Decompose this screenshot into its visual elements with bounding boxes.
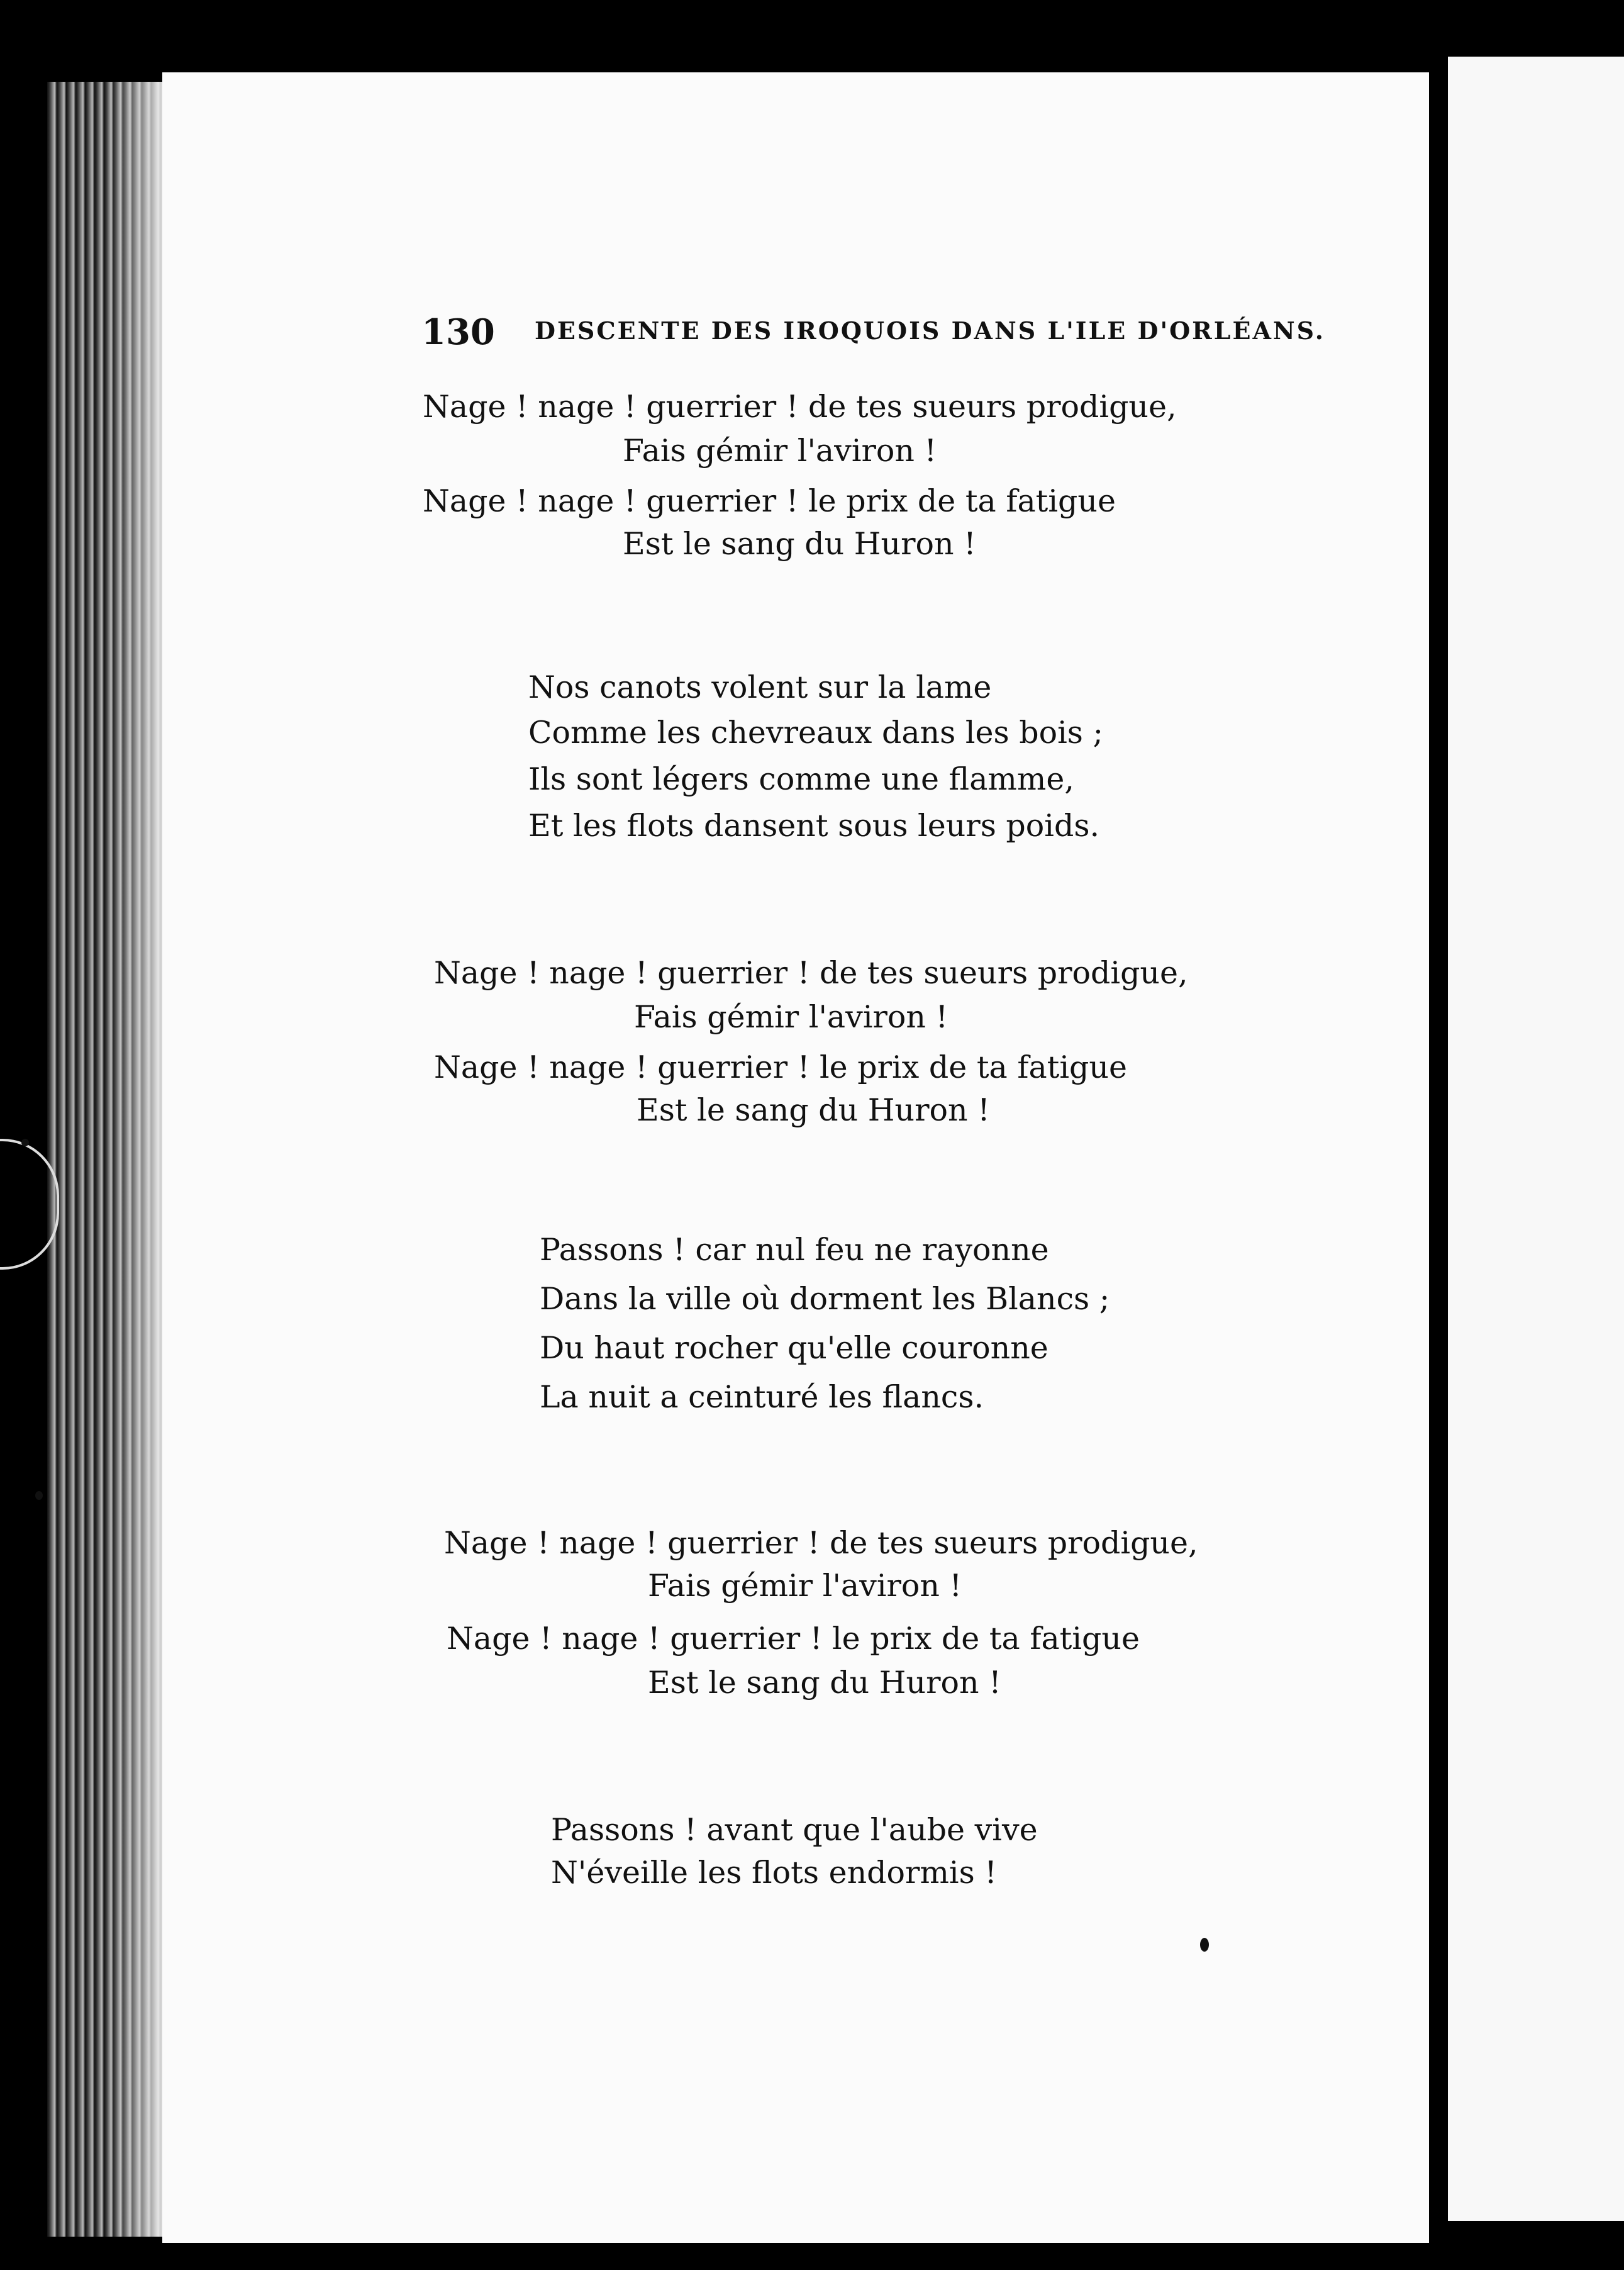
- verse-line: Nos canots volent sur la lame: [528, 669, 992, 705]
- scan-speck: [1200, 1938, 1209, 1952]
- running-title: DESCENTE DES IROQUOIS DANS L'ILE D'ORLÉANS.: [535, 316, 1325, 345]
- facing-page: [1448, 57, 1624, 2221]
- verse-line: Passons ! car nul feu ne rayonne: [540, 1232, 1049, 1268]
- scan-speck: [35, 1491, 43, 1500]
- verse-line: Fais gémir l'aviron !: [634, 999, 948, 1035]
- page-number: 130: [421, 311, 495, 353]
- verse-line: Du haut rocher qu'elle couronne: [540, 1330, 1048, 1366]
- verse-line: Est le sang du Huron !: [648, 1665, 1001, 1701]
- verse-line: Nage ! nage ! guerrier ! le prix de ta fatigue: [447, 1621, 1140, 1657]
- verse-line: Dans la ville où dorment les Blancs ;: [540, 1281, 1110, 1317]
- verse-line: Nage ! nage ! guerrier ! le prix de ta fatigue: [434, 1049, 1127, 1085]
- verse-line: Passons ! avant que l'aube vive: [551, 1812, 1038, 1848]
- verse-line: N'éveille les flots endormis !: [551, 1855, 997, 1891]
- scan-speck: [21, 1139, 29, 1146]
- verse-line: Comme les chevreaux dans les bois ;: [528, 715, 1103, 751]
- verse-line: Est le sang du Huron !: [637, 1092, 990, 1128]
- page-header: [421, 311, 1325, 362]
- scan-background: [1448, 2221, 1624, 2270]
- verse-line: Fais gémir l'aviron !: [648, 1568, 962, 1604]
- verse-line: Ils sont légers comme une flamme,: [528, 761, 1074, 797]
- verse-line: La nuit a ceinturé les flancs.: [540, 1379, 984, 1415]
- book-gutter: [1429, 69, 1448, 2270]
- page-edges-shading: [107, 82, 170, 2237]
- verse-line: Est le sang du Huron !: [623, 526, 976, 562]
- verse-line: Fais gémir l'aviron !: [623, 433, 937, 469]
- verse-line: Nage ! nage ! guerrier ! le prix de ta fatigue: [423, 483, 1116, 519]
- verse-line: Et les flots dansent sous leurs poids.: [528, 808, 1100, 844]
- verse-line: Nage ! nage ! guerrier ! de tes sueurs prodigue,: [423, 389, 1177, 425]
- verse-line: Nage ! nage ! guerrier ! de tes sueurs prodigue,: [444, 1525, 1198, 1561]
- verse-line: Nage ! nage ! guerrier ! de tes sueurs prodigue,: [434, 955, 1188, 991]
